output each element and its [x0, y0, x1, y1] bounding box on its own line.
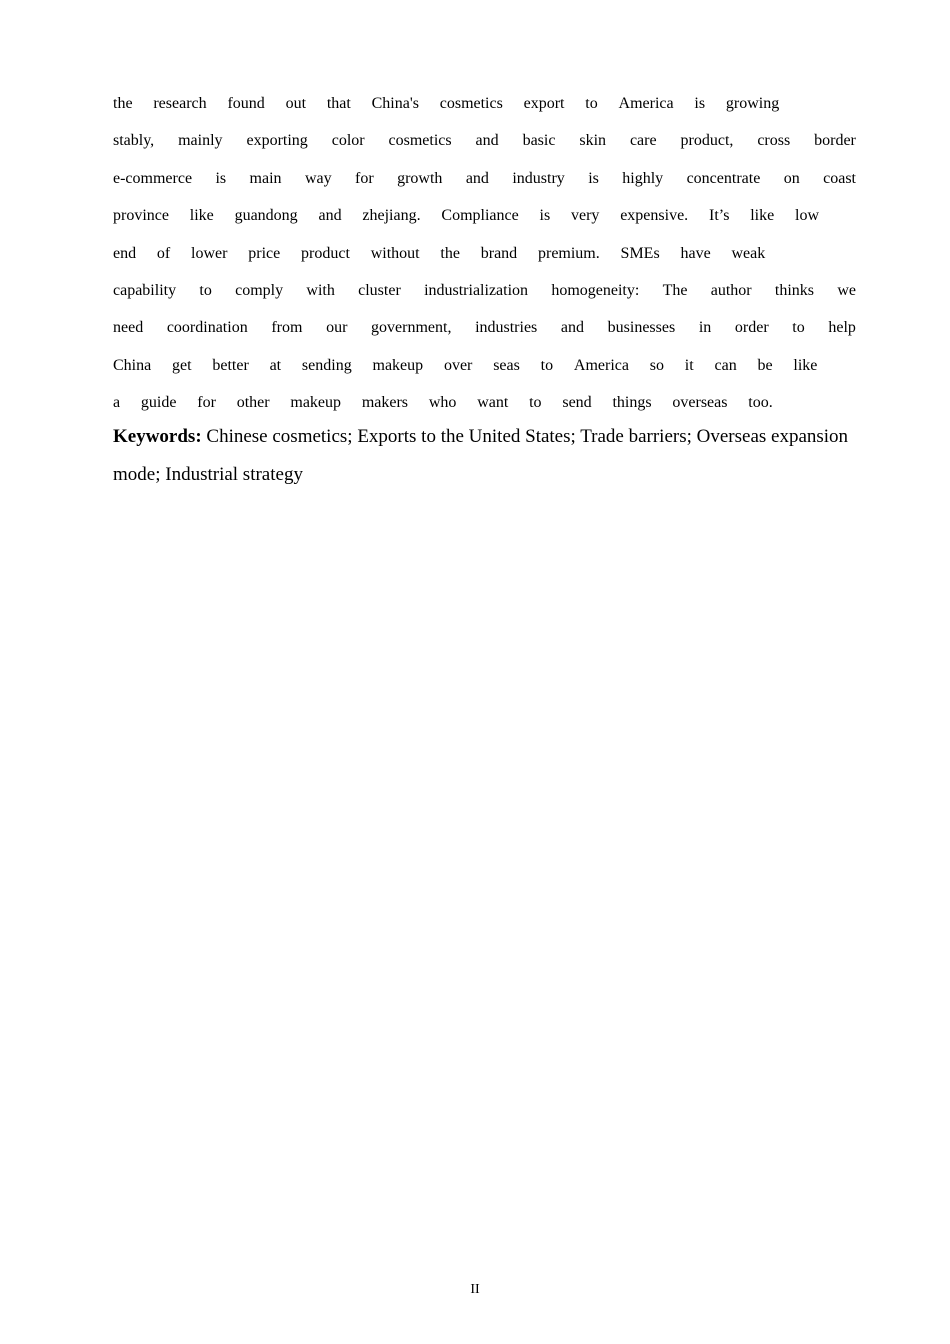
abstract-word: It’s — [708, 207, 730, 225]
abstract-word: very — [570, 207, 600, 225]
abstract-word: weak — [731, 244, 766, 262]
abstract-word: border — [814, 132, 856, 150]
abstract-word: concentrate — [686, 169, 761, 187]
abstract-word: and — [560, 319, 585, 337]
abstract-word: capability — [113, 281, 177, 299]
abstract-word: to — [540, 356, 554, 374]
abstract-word: way — [304, 169, 332, 187]
abstract-word: our — [326, 319, 348, 337]
abstract-word: with — [306, 281, 335, 299]
abstract-word: care — [629, 132, 657, 150]
abstract-word: makeup — [372, 356, 424, 374]
abstract-word: too. — [748, 394, 773, 412]
abstract-word: SMEs — [620, 244, 660, 262]
abstract-line — [113, 197, 856, 234]
abstract-word: author — [710, 281, 752, 299]
abstract-word: industries — [475, 319, 538, 337]
abstract-word: industrialization — [424, 281, 529, 299]
abstract-word: cross — [757, 132, 791, 150]
abstract-word: The — [662, 281, 688, 299]
abstract-word: cosmetics — [439, 95, 503, 112]
abstract-word: lower — [191, 244, 228, 262]
abstract-word: guide — [140, 394, 177, 412]
abstract-word: homogeneity: — [551, 281, 640, 299]
abstract-word: makeup — [290, 394, 342, 412]
abstract-word: over — [443, 356, 473, 374]
page-number: II — [470, 1282, 480, 1297]
abstract-word: better — [212, 356, 249, 374]
abstract-word: be — [757, 356, 773, 374]
abstract-word: export — [523, 95, 565, 112]
abstract-word: that — [326, 95, 351, 112]
abstract-word: businesses — [607, 319, 676, 337]
abstract-word: America — [618, 95, 674, 112]
abstract-word: e-commerce — [113, 169, 193, 187]
abstract-word: highly — [622, 169, 664, 187]
abstract-word: industry — [512, 169, 565, 187]
abstract-word: on — [783, 169, 800, 187]
abstract-word: things — [612, 394, 652, 412]
abstract-word: to — [199, 281, 212, 299]
abstract-word: is — [588, 169, 599, 187]
keywords-paragraph — [113, 418, 863, 493]
abstract-word: comply — [235, 281, 284, 299]
abstract-word: brand — [480, 244, 518, 262]
abstract-word: like — [750, 207, 775, 225]
abstract-word: growth — [397, 169, 443, 187]
abstract-line — [113, 235, 856, 272]
abstract-word: for — [355, 169, 374, 187]
abstract-word: at — [269, 356, 282, 374]
abstract-word: product, — [680, 132, 734, 150]
abstract-word: overseas — [672, 394, 728, 412]
abstract-word: stably, — [113, 132, 155, 150]
abstract-word: seas — [493, 356, 520, 374]
abstract-word: it — [684, 356, 694, 374]
abstract-word: Compliance — [441, 207, 519, 225]
abstract-line — [113, 122, 856, 159]
abstract-word: America — [573, 356, 629, 374]
abstract-word: found — [227, 95, 265, 112]
abstract-line — [113, 85, 856, 122]
abstract-word: expensive. — [620, 207, 689, 225]
abstract-word: growing — [725, 95, 780, 112]
abstract-word: to — [529, 394, 542, 412]
abstract-word: color — [331, 132, 365, 150]
abstract-word: skin — [579, 132, 607, 150]
abstract-word: is — [694, 95, 706, 112]
abstract-word: have — [680, 244, 711, 262]
abstract-word: order — [734, 319, 769, 337]
abstract-word: of — [156, 244, 171, 262]
abstract-word: want — [477, 394, 509, 412]
abstract-word: and — [465, 169, 489, 187]
abstract-word: end — [113, 244, 137, 262]
abstract-word: who — [428, 394, 457, 412]
abstract-word: exporting — [246, 132, 308, 150]
abstract-word: China — [113, 356, 152, 374]
abstract-word: government, — [371, 319, 452, 337]
abstract-word: to — [585, 95, 598, 112]
abstract-word: is — [539, 207, 551, 225]
keywords-text: Chinese cosmetics; Exports to the United States; Trade barriers; Overseas expansion mode; Industrial strategy — [113, 426, 849, 485]
abstract-word: other — [236, 394, 270, 412]
abstract-line — [113, 309, 856, 346]
abstract-word: send — [562, 394, 592, 412]
abstract-word: out — [285, 95, 307, 112]
abstract-word: research — [153, 95, 207, 112]
abstract-word: coordination — [166, 319, 248, 337]
abstract-word: need — [113, 319, 144, 337]
abstract-word: premium. — [537, 244, 600, 262]
abstract-word: makers — [361, 394, 409, 412]
abstract-line — [113, 347, 856, 384]
abstract-line — [113, 384, 856, 421]
abstract-word: we — [837, 281, 856, 299]
abstract-word: coast — [823, 169, 856, 187]
abstract-word: zhejiang. — [362, 207, 421, 225]
abstract-word: get — [172, 356, 192, 374]
abstract-line — [113, 272, 856, 309]
abstract-word: mainly — [178, 132, 223, 150]
abstract-word: the — [440, 244, 460, 262]
abstract-word: help — [828, 319, 856, 337]
abstract-word: China's — [371, 95, 419, 112]
abstract-word: like — [793, 356, 818, 374]
abstract-word: price — [248, 244, 281, 262]
abstract-word: from — [271, 319, 303, 337]
abstract-word: province — [113, 207, 169, 225]
keywords-label: Keywords: — [113, 426, 202, 447]
abstract-word: and — [318, 207, 342, 225]
abstract-word: cluster — [358, 281, 401, 299]
abstract-word: is — [215, 169, 227, 187]
abstract-word: cosmetics — [388, 132, 452, 150]
abstract-word: product — [301, 244, 350, 262]
abstract-word: sending — [301, 356, 352, 374]
abstract-word: main — [249, 169, 282, 187]
abstract-line — [113, 160, 856, 197]
abstract-word: the — [113, 95, 133, 112]
abstract-body — [113, 85, 856, 422]
abstract-word: thinks — [774, 281, 815, 299]
abstract-word: basic — [522, 132, 556, 150]
abstract-word: to — [792, 319, 805, 337]
abstract-word: for — [197, 394, 216, 412]
abstract-word: can — [714, 356, 737, 374]
abstract-word: in — [698, 319, 712, 337]
abstract-word: guandong — [234, 207, 298, 225]
abstract-word: so — [649, 356, 664, 374]
abstract-word: a — [113, 394, 121, 412]
abstract-word: low — [795, 207, 820, 225]
abstract-word: like — [189, 207, 214, 225]
abstract-word: without — [370, 244, 420, 262]
abstract-word: and — [475, 132, 499, 150]
